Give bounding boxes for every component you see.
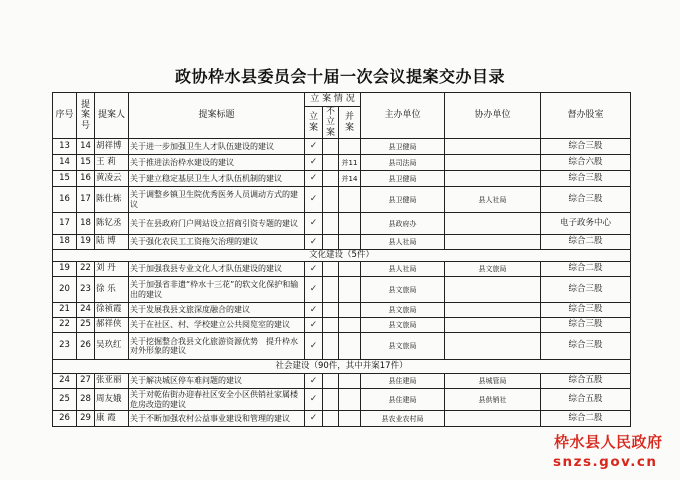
table-row — [53, 318, 631, 333]
cell-filed: ✓ — [305, 262, 323, 277]
table-row — [53, 411, 631, 427]
cell-not-filed — [323, 139, 339, 155]
cell-filed: ✓ — [305, 235, 323, 250]
cell-co-unit — [445, 303, 541, 318]
cell-lead-unit: 县农业农村局 — [361, 411, 445, 427]
cell-not-filed — [323, 277, 339, 303]
header-co-unit: 协办单位 — [445, 93, 541, 139]
cell-proposer: 刘 丹 — [95, 262, 129, 277]
cell-filed: ✓ — [305, 155, 323, 171]
cell-lead-unit: 县卫健局 — [361, 139, 445, 155]
cell-filed: ✓ — [305, 333, 323, 360]
cell-case-no: 29 — [77, 411, 95, 427]
table-row — [53, 303, 631, 318]
cell-topic: 关于加强我县专业文化人才队伍建设的建议 — [129, 262, 305, 277]
table-row — [53, 171, 631, 187]
cell-supervisor: 综合二股 — [541, 235, 631, 250]
cell-supervisor: 综合六股 — [541, 155, 631, 171]
cell-proposer: 胡祥博 — [95, 139, 129, 155]
cell-supervisor: 综合三股 — [541, 277, 631, 303]
cell-co-unit: 县城管局 — [445, 374, 541, 389]
cell-proposer: 康 霞 — [95, 411, 129, 427]
cell-case-no: 16 — [77, 171, 95, 187]
cell-seq: 25 — [53, 389, 77, 411]
cell-filed: ✓ — [305, 277, 323, 303]
cell-co-unit — [445, 235, 541, 250]
cell-case-no: 17 — [77, 187, 95, 213]
header-case-no: 提案号 — [77, 93, 95, 139]
cell-seq: 15 — [53, 171, 77, 187]
cell-supervisor: 综合二股 — [541, 411, 631, 427]
cell-co-unit — [445, 139, 541, 155]
header-status-filed: 立 案 — [305, 107, 323, 139]
cell-supervisor: 综合三股 — [541, 187, 631, 213]
government-watermark-logo — [540, 427, 680, 477]
cell-topic: 关于不断加强农村公益事业建设和管理的建议 — [129, 411, 305, 427]
cell-filed: ✓ — [305, 318, 323, 333]
cell-case-no: 24 — [77, 303, 95, 318]
cell-merged — [339, 213, 361, 235]
cell-lead-unit: 县文旅局 — [361, 318, 445, 333]
table-row — [53, 262, 631, 277]
cell-seq: 24 — [53, 374, 77, 389]
cell-not-filed — [323, 303, 339, 318]
watermark-name: 枠水县人民政府 — [554, 433, 663, 451]
cell-filed: ✓ — [305, 187, 323, 213]
cell-co-unit: 县人社局 — [445, 187, 541, 213]
header-lead-unit: 主办单位 — [361, 93, 445, 139]
cell-not-filed — [323, 389, 339, 411]
header-supervisor: 督办股室 — [541, 93, 631, 139]
cell-proposer: 黄凌云 — [95, 171, 129, 187]
header-seq: 序号 — [53, 93, 77, 139]
cell-lead-unit: 县住建局 — [361, 374, 445, 389]
cell-not-filed — [323, 213, 339, 235]
cell-supervisor: 综合三股 — [541, 171, 631, 187]
cell-lead-unit: 县人社局 — [361, 262, 445, 277]
cell-seq: 23 — [53, 333, 77, 360]
cell-lead-unit: 县政府办 — [361, 213, 445, 235]
table-row — [53, 213, 631, 235]
cell-case-no: 14 — [77, 139, 95, 155]
cell-case-no: 28 — [77, 389, 95, 411]
cell-supervisor: 综合三股 — [541, 318, 631, 333]
cell-filed: ✓ — [305, 389, 323, 411]
cell-proposer: 陈钇丞 — [95, 213, 129, 235]
cell-topic: 关于建立稳定基层卫生人才队伍机制的建议 — [129, 171, 305, 187]
section-culture: 文化建设（5件） — [53, 250, 631, 262]
cell-not-filed — [323, 333, 339, 360]
table-row — [53, 277, 631, 303]
cell-seq: 21 — [53, 303, 77, 318]
cell-lead-unit: 县文旅局 — [361, 333, 445, 360]
cell-merged — [339, 374, 361, 389]
cell-not-filed — [323, 318, 339, 333]
cell-lead-unit: 县文旅局 — [361, 277, 445, 303]
cell-lead-unit: 县司法局 — [361, 155, 445, 171]
cell-lead-unit: 县文旅局 — [361, 303, 445, 318]
cell-topic: 关于调整乡镇卫生院优秀医务人员调动方式的建议 — [129, 187, 305, 213]
cell-not-filed — [323, 374, 339, 389]
cell-filed: ✓ — [305, 303, 323, 318]
cell-lead-unit: 县住建局 — [361, 389, 445, 411]
cell-topic: 关于对乾佑街办迎春社区安全小区供销社家属楼危房改造的建议 — [129, 389, 305, 411]
table-row — [53, 333, 631, 360]
cell-filed: ✓ — [305, 213, 323, 235]
cell-co-unit: 县文旅局 — [445, 262, 541, 277]
header-status-group: 立 案 情 况 — [305, 93, 361, 107]
cell-seq: 22 — [53, 318, 77, 333]
cell-co-unit — [445, 155, 541, 171]
table-row — [53, 389, 631, 411]
cell-case-no: 23 — [77, 277, 95, 303]
cell-not-filed — [323, 155, 339, 171]
cell-merged — [339, 411, 361, 427]
cell-co-unit — [445, 333, 541, 360]
cell-topic: 关于进一步加强卫生人才队伍建设的建议 — [129, 139, 305, 155]
cell-seq: 14 — [53, 155, 77, 171]
cell-not-filed — [323, 235, 339, 250]
cell-proposer: 徐 乐 — [95, 277, 129, 303]
table-row — [53, 139, 631, 155]
cell-case-no: 27 — [77, 374, 95, 389]
table-row — [53, 155, 631, 171]
cell-proposer: 王 莉 — [95, 155, 129, 171]
cell-supervisor: 综合三股 — [541, 139, 631, 155]
cell-proposer: 陆 博 — [95, 235, 129, 250]
cell-case-no: 19 — [77, 235, 95, 250]
cell-co-unit — [445, 213, 541, 235]
cell-seq: 17 — [53, 213, 77, 235]
table-row — [53, 374, 631, 389]
cell-seq: 19 — [53, 262, 77, 277]
cell-filed: ✓ — [305, 374, 323, 389]
cell-co-unit — [445, 171, 541, 187]
cell-merged: 并11 — [339, 155, 361, 171]
cell-supervisor: 综合二股 — [541, 262, 631, 277]
cell-proposer: 陈仕栋 — [95, 187, 129, 213]
proposal-table — [52, 92, 631, 427]
cell-case-no: 25 — [77, 318, 95, 333]
cell-not-filed — [323, 262, 339, 277]
cell-case-no: 22 — [77, 262, 95, 277]
cell-proposer: 周友娥 — [95, 389, 129, 411]
cell-supervisor: 综合五股 — [541, 389, 631, 411]
cell-merged — [339, 235, 361, 250]
cell-case-no: 26 — [77, 333, 95, 360]
cell-topic: 关于发展我县文旅深度融合的建议 — [129, 303, 305, 318]
table-row — [53, 235, 631, 250]
cell-topic: 关于挖掘整合我县文化旅游资源优势 提升枠水对外形象的建议 — [129, 333, 305, 360]
header-status-not-filed: 不立案 — [323, 107, 339, 139]
cell-not-filed — [323, 187, 339, 213]
cell-proposer: 徐祯霞 — [95, 303, 129, 318]
cell-lead-unit: 县卫健局 — [361, 171, 445, 187]
cell-seq: 20 — [53, 277, 77, 303]
cell-merged — [339, 187, 361, 213]
cell-seq: 26 — [53, 411, 77, 427]
cell-merged — [339, 277, 361, 303]
cell-co-unit — [445, 277, 541, 303]
cell-seq: 16 — [53, 187, 77, 213]
cell-merged — [339, 318, 361, 333]
cell-filed: ✓ — [305, 139, 323, 155]
cell-supervisor: 电子政务中心 — [541, 213, 631, 235]
cell-topic: 关于在社区、村、学校建立公共阅览室的建议 — [129, 318, 305, 333]
header-topic: 提案标题 — [129, 93, 305, 139]
cell-not-filed — [323, 411, 339, 427]
cell-proposer: 张亚丽 — [95, 374, 129, 389]
cell-merged — [339, 389, 361, 411]
cell-proposer: 郝祥侠 — [95, 318, 129, 333]
cell-lead-unit: 县人社局 — [361, 235, 445, 250]
cell-supervisor: 综合五股 — [541, 374, 631, 389]
cell-supervisor: 综合三股 — [541, 333, 631, 360]
cell-topic: 关于在县政府门户网站设立招商引资专题的建议 — [129, 213, 305, 235]
cell-topic: 关于推进法治枠水建设的建议 — [129, 155, 305, 171]
cell-topic: 关于解决城区停车难问题的建议 — [129, 374, 305, 389]
watermark-url: snzs.gov.cn — [553, 454, 658, 470]
cell-co-unit: 县供销社 — [445, 389, 541, 411]
cell-merged — [339, 333, 361, 360]
cell-case-no: 18 — [77, 213, 95, 235]
cell-seq: 13 — [53, 139, 77, 155]
cell-case-no: 15 — [77, 155, 95, 171]
cell-filed: ✓ — [305, 411, 323, 427]
header-status-merged: 并 案 — [339, 107, 361, 139]
page-title: 政协枠水县委员会十届一次会议提案交办目录 — [174, 67, 505, 86]
cell-topic: 关于加强省非遗“枠水十三花”的软文化保护和输出的建议 — [129, 277, 305, 303]
cell-merged — [339, 262, 361, 277]
cell-merged — [339, 139, 361, 155]
cell-merged: 并14 — [339, 171, 361, 187]
cell-supervisor: 综合三股 — [541, 303, 631, 318]
cell-co-unit — [445, 411, 541, 427]
section-social: 社会建设（90件，其中并案17件） — [53, 360, 631, 374]
cell-filed: ✓ — [305, 171, 323, 187]
cell-proposer: 吴玖红 — [95, 333, 129, 360]
cell-merged — [339, 303, 361, 318]
cell-co-unit — [445, 318, 541, 333]
cell-seq: 18 — [53, 235, 77, 250]
cell-topic: 关于强化农民工工资拖欠治理的建议 — [129, 235, 305, 250]
table-row — [53, 187, 631, 213]
cell-lead-unit: 县卫健局 — [361, 187, 445, 213]
cell-not-filed — [323, 171, 339, 187]
header-proposer: 提案人 — [95, 93, 129, 139]
